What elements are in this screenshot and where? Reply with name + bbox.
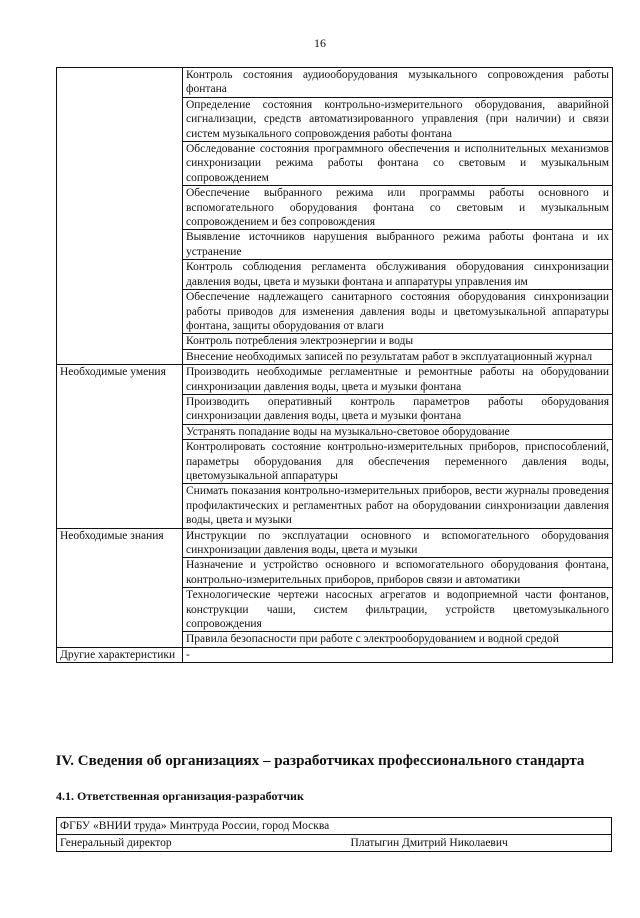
table-row [57,647,613,662]
table-row [57,835,612,852]
row-text-cell: Определение состояния контрольно-измерительного оборудования, аварийной сигнализации, средств автоматизированного управления (при наличии) и связи систем музыкального сопровождения работы фонтана [183,97,613,141]
row-text-cell: Устранять попадание воды на музыкально-световое оборудование [183,424,613,439]
table-row [57,68,613,98]
table-row [57,365,613,395]
row-text-cell: Выявление источников нарушения выбранного режима работы фонтана и их устранение [183,230,613,260]
row-text-cell: Назначение и устройство основного и вспомогательного оборудования фонтана, контрольно-измерительных приборов, приборов связи и автоматики [183,558,613,588]
row-text-cell: Обеспечение выбранного режима или программы работы основного и вспомогательного оборудования фонтана со световым и музыкальным сопровождением и без сопровождения [183,186,613,230]
row-label-other: Другие характеристики [57,647,183,662]
page-number: 16 [314,36,326,50]
competency-table [56,67,613,663]
row-text-cell: Обследование состояния программного обеспечения и исполнительных механизмов синхронизации режима работы фонтана со световым и музыкальным сопровождением [183,142,613,186]
table-row [57,528,613,558]
row-label-cell [57,68,183,365]
organization-table [56,817,612,852]
director-position: Генеральный директор [60,837,172,849]
director-cell [57,835,612,852]
row-text-cell: Обеспечение надлежащего санитарного состояния оборудования синхронизации работы приводов для изменения давления воды и цветомузыкальной аппаратуры фонтана, защиты оборудования от влаги [183,290,613,334]
row-text-cell: - [183,647,613,662]
row-text-cell: Инструкции по эксплуатации основного и вспомогательного оборудования синхронизации давления воды, цвета и музыки [183,528,613,558]
table-row [57,818,612,835]
director-name: Платыгин Дмитрий Николаевич [350,837,508,849]
row-text-cell: Контроль состояния аудиооборудования музыкального сопровождения работы фонтана [183,68,613,98]
row-text-cell: Контроль соблюдения регламента обслуживания оборудования синхронизации давления воды, цвета и музыки фонтана и аппаратуры управления им [183,260,613,290]
row-text-cell: Правила безопасности при работе с электрооборудованием и водной средой [183,632,613,647]
subsection-title: 4.1. Ответственная организация-разработчик [56,789,304,803]
row-text-cell: Контроль потребления электроэнергии и воды [183,334,613,349]
row-text-cell: Технологические чертежи насосных агрегатов и водоприемной части фонтанов, конструкции чаши, систем фильтрации, устройств цветомузыкального сопровождения [183,588,613,632]
row-text-cell: Производить оперативный контроль параметров работы оборудования синхронизации давления воды, цвета и музыки фонтана [183,394,613,424]
organization-name: ФГБУ «ВНИИ труда» Минтруда России, город Москва [57,818,612,835]
row-text-cell: Снимать показания контрольно-измерительных приборов, вести журналы проведения профилактических и регламентных работ на оборудовании синхронизации давления воды, цвета и музыки [183,484,613,528]
row-label-skills: Необходимые умения [57,365,183,528]
section-title: IV. Сведения об организациях – разработчиках профессионального стандарта [55,753,585,769]
row-text-cell: Контролировать состояние контрольно-измерительных приборов, приспособлений, параметры оборудования для обеспечения переменного давления воды, цветомузыкальной аппаратуры [183,440,613,484]
row-label-knowledge: Необходимые знания [57,528,183,647]
row-text-cell: Внесение необходимых записей по результатам работ в эксплуатационный журнал [183,349,613,364]
row-text-cell: Производить необходимые регламентные и ремонтные работы на оборудовании синхронизации давления воды, цвета и музыки фонтана [183,365,613,395]
